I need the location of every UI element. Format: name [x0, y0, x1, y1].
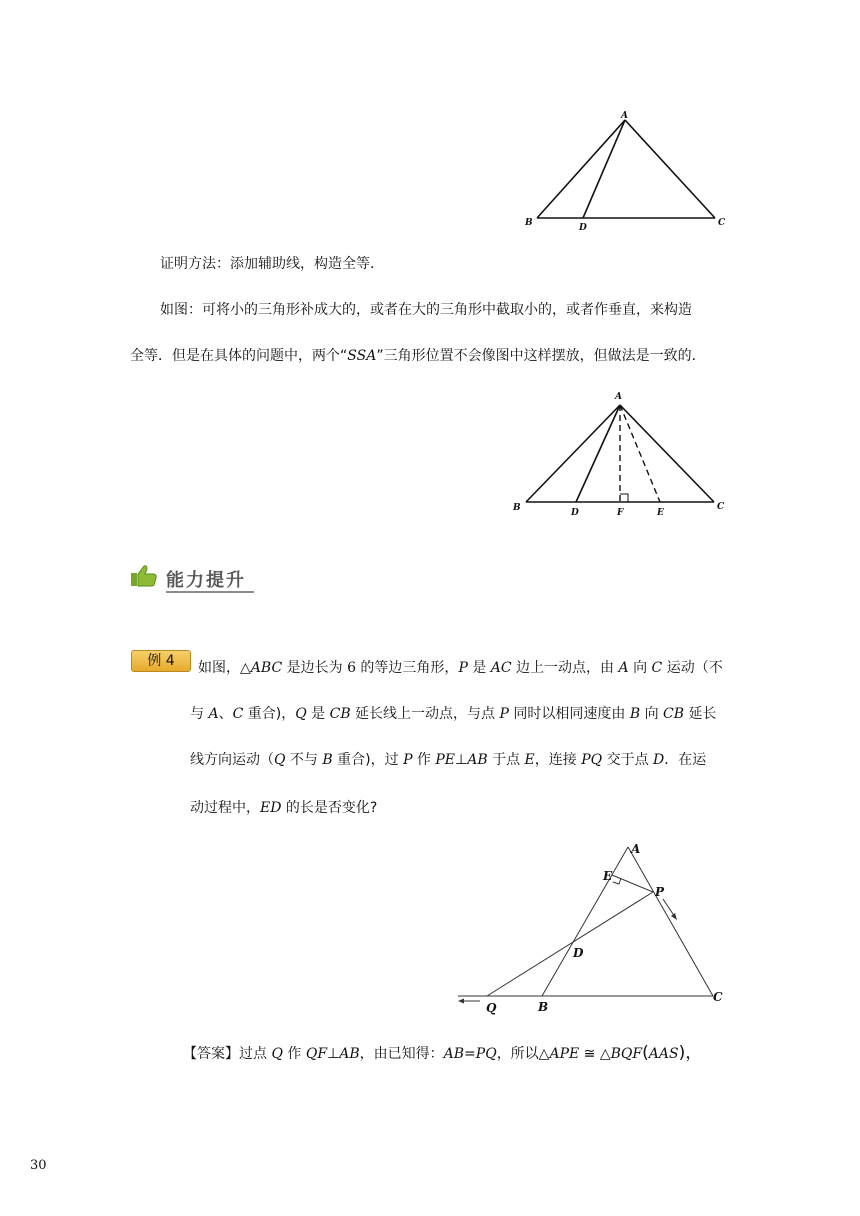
- figure-equilateral-triangle: [450, 835, 740, 1020]
- example-line-2: 与 A、C 重合)，Q 是 CB 延长线上一动点，与点 P 同时以相同速度由 B 向 CB 延长: [190, 706, 717, 722]
- section-title: 能力提升: [166, 570, 246, 591]
- svg-text:E: E: [657, 508, 664, 518]
- label-A: A: [621, 111, 628, 121]
- svg-text:D: D: [573, 946, 584, 960]
- svg-text:C: C: [717, 502, 725, 512]
- label-B: B: [525, 218, 533, 228]
- svg-text:D: D: [571, 508, 579, 518]
- example-line-3: 线方向运动（Q 不与 B 重合)，过 P 作 PE⊥AB 于点 E，连接 PQ 交于点 D．在运: [190, 752, 707, 768]
- svg-text:C: C: [713, 990, 723, 1004]
- svg-text:B: B: [513, 503, 521, 513]
- svg-text:F: F: [617, 508, 624, 518]
- svg-text:A: A: [615, 392, 622, 402]
- svg-text:P: P: [655, 885, 665, 899]
- svg-text:A: A: [631, 842, 641, 856]
- paragraph-line-2: 全等．但是在具体的问题中，两个“SSA”三角形位置不会像图中这样摆放，但做法是一致的．: [130, 348, 706, 364]
- example-badge: 例 4: [131, 650, 191, 672]
- svg-text:E: E: [603, 869, 613, 883]
- section-underline: [166, 591, 254, 593]
- label-C: C: [718, 218, 726, 228]
- answer-text: 【答案】过点 Q 作 QF⊥AB，由已知得：AB=PQ，所以△APE ≅ △BQF(AAS)，: [183, 1043, 703, 1063]
- svg-text:Q: Q: [486, 1001, 497, 1015]
- svg-text:B: B: [538, 1000, 549, 1014]
- thumbs-up-icon: [130, 564, 158, 592]
- example-line-4: 动过程中，ED 的长是否变化?: [190, 800, 378, 816]
- page-number: 30: [30, 1158, 47, 1173]
- paragraph-line-1: 如图：可将小的三角形补成大的，或者在大的三角形中截取小的，或者作垂直，来构造: [160, 302, 692, 318]
- proof-method-text: 证明方法：添加辅助线，构造全等．: [160, 256, 384, 272]
- figure-triangle-dashed: [508, 385, 740, 520]
- example-line-1: 如图，△ABC 是边长为 6 的等边三角形，P 是 AC 边上一动点，由 A 向 C 运动（不: [198, 660, 723, 676]
- figure-triangle-abd: [515, 108, 735, 233]
- label-D: D: [579, 223, 587, 233]
